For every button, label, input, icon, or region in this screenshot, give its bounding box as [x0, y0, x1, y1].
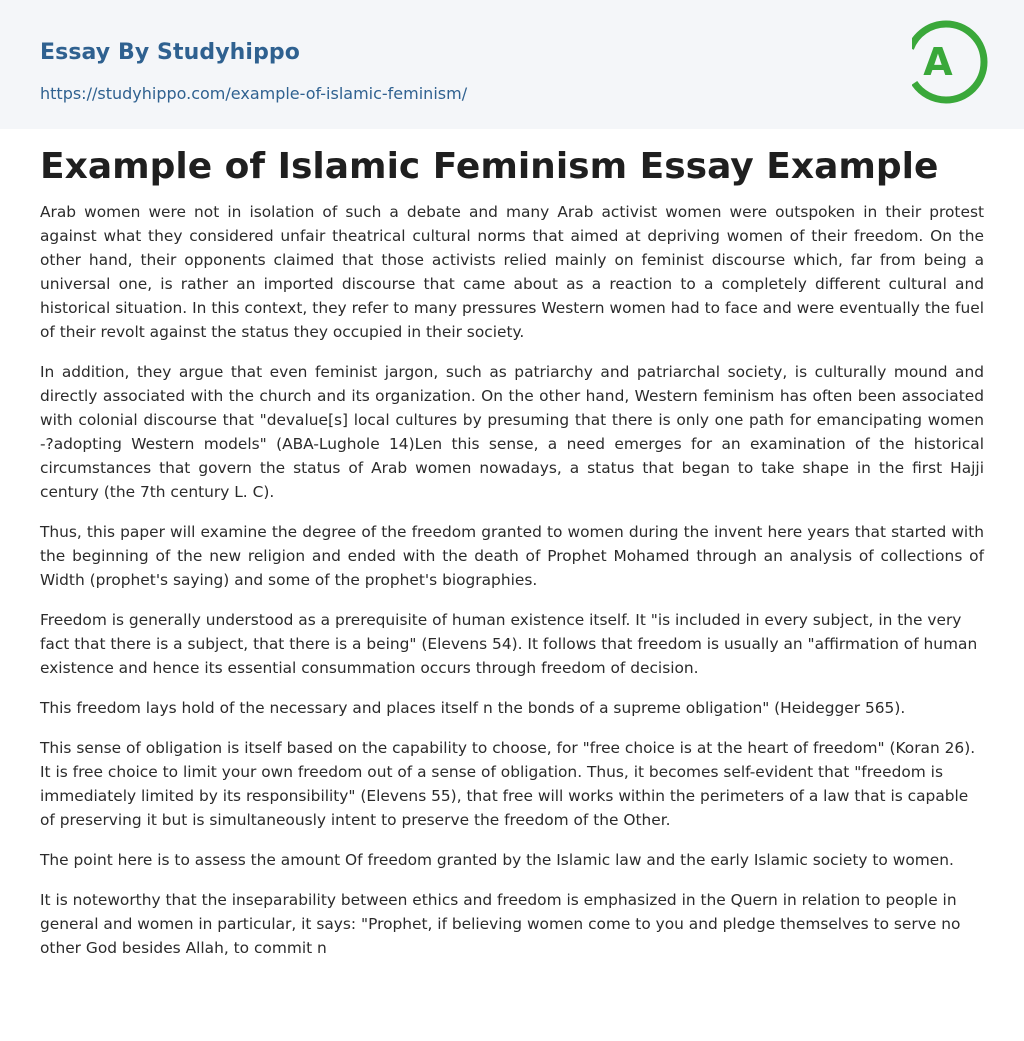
essay-paragraph-6: This sense of obligation is itself based on the capability to choose, for "free choice is at the heart of freedom" (Koran 26). It is free choice to limit your own freedom out of a sense of obligation. Thus, it becomes self-evident that "freedom is immediately limited by its responsibility" (Elevens 55), that free will works within the perimeters of a law that is capable of preserving it but is simultaneously intent to preserve the freedom of the Other.	[40, 739, 976, 829]
essay-title: Example of Islamic Feminism Essay Example	[40, 146, 939, 187]
essay-body	[40, 200, 984, 976]
site-header	[0, 0, 1024, 129]
essay-paragraph-5: This freedom lays hold of the necessary and places itself n the bonds of a supreme obligation" (Heidegger 565).	[40, 699, 906, 717]
source-url-link[interactable]: https://studyhippo.com/example-of-islamic-feminism/	[40, 84, 468, 103]
essay-paragraph-7: The point here is to assess the amount Of freedom granted by the Islamic law and the early Islamic society to women.	[40, 851, 954, 869]
logo-letter: A	[923, 40, 953, 84]
essay-paragraph-2: In addition, they argue that even feminist jargon, such as patriarchy and patriarchal society, is culturally mound and directly associated with the church and its organization. On the other hand, Western feminism has often been associated with colonial discourse that "devalue[s] local cultures by presuming that there is only one path for emancipating women -?adopting Western models" (ABA-Lughole 14)Len this sense, a need emerges for an examination of the historical circumstances that govern the status of Arab women nowadays, a status that began to take shape in the first Hajji century (the 7th century L. C).	[40, 363, 984, 501]
essay-paragraph-3: Thus, this paper will examine the degree of the freedom granted to women during the invent here years that started with the beginning of the new religion and ended with the death of Prophet Mohamed through an analysis of collections of Width (prophet's saying) and some of the prophet's biographies.	[40, 523, 984, 589]
brand-title[interactable]: Essay By Studyhippo	[40, 40, 300, 65]
essay-paragraph-4: Freedom is generally understood as a prerequisite of human existence itself. It "is included in every subject, in the very fact that there is a subject, that there is a being" (Elevens 54). It follows that freedom is usually an "affirmation of human existence and hence its essential consummation occurs through freedom of decision.	[40, 611, 978, 677]
studyhippo-logo-icon[interactable]	[912, 18, 988, 106]
essay-paragraph-8: It is noteworthy that the inseparability between ethics and freedom is emphasized in the Quern in relation to people in general and women in particular, it says: "Prophet, if believing women come to you and pledge themselves to serve no other God besides Allah, to commit n	[40, 891, 961, 957]
essay-paragraph-1: Arab women were not in isolation of such a debate and many Arab activist women were outspoken in their protest against what they considered unfair theatrical cultural norms that aimed at depriving women of their freedom. On the other hand, their opponents claimed that those activists relied mainly on feminist discourse which, far from being a universal one, is rather an imported discourse that came about as a reaction to a completely different cultural and historical situation. In this context, they refer to many pressures Western women had to face and were eventually the fuel of their revolt against the status they occupied in their society.	[40, 203, 984, 341]
